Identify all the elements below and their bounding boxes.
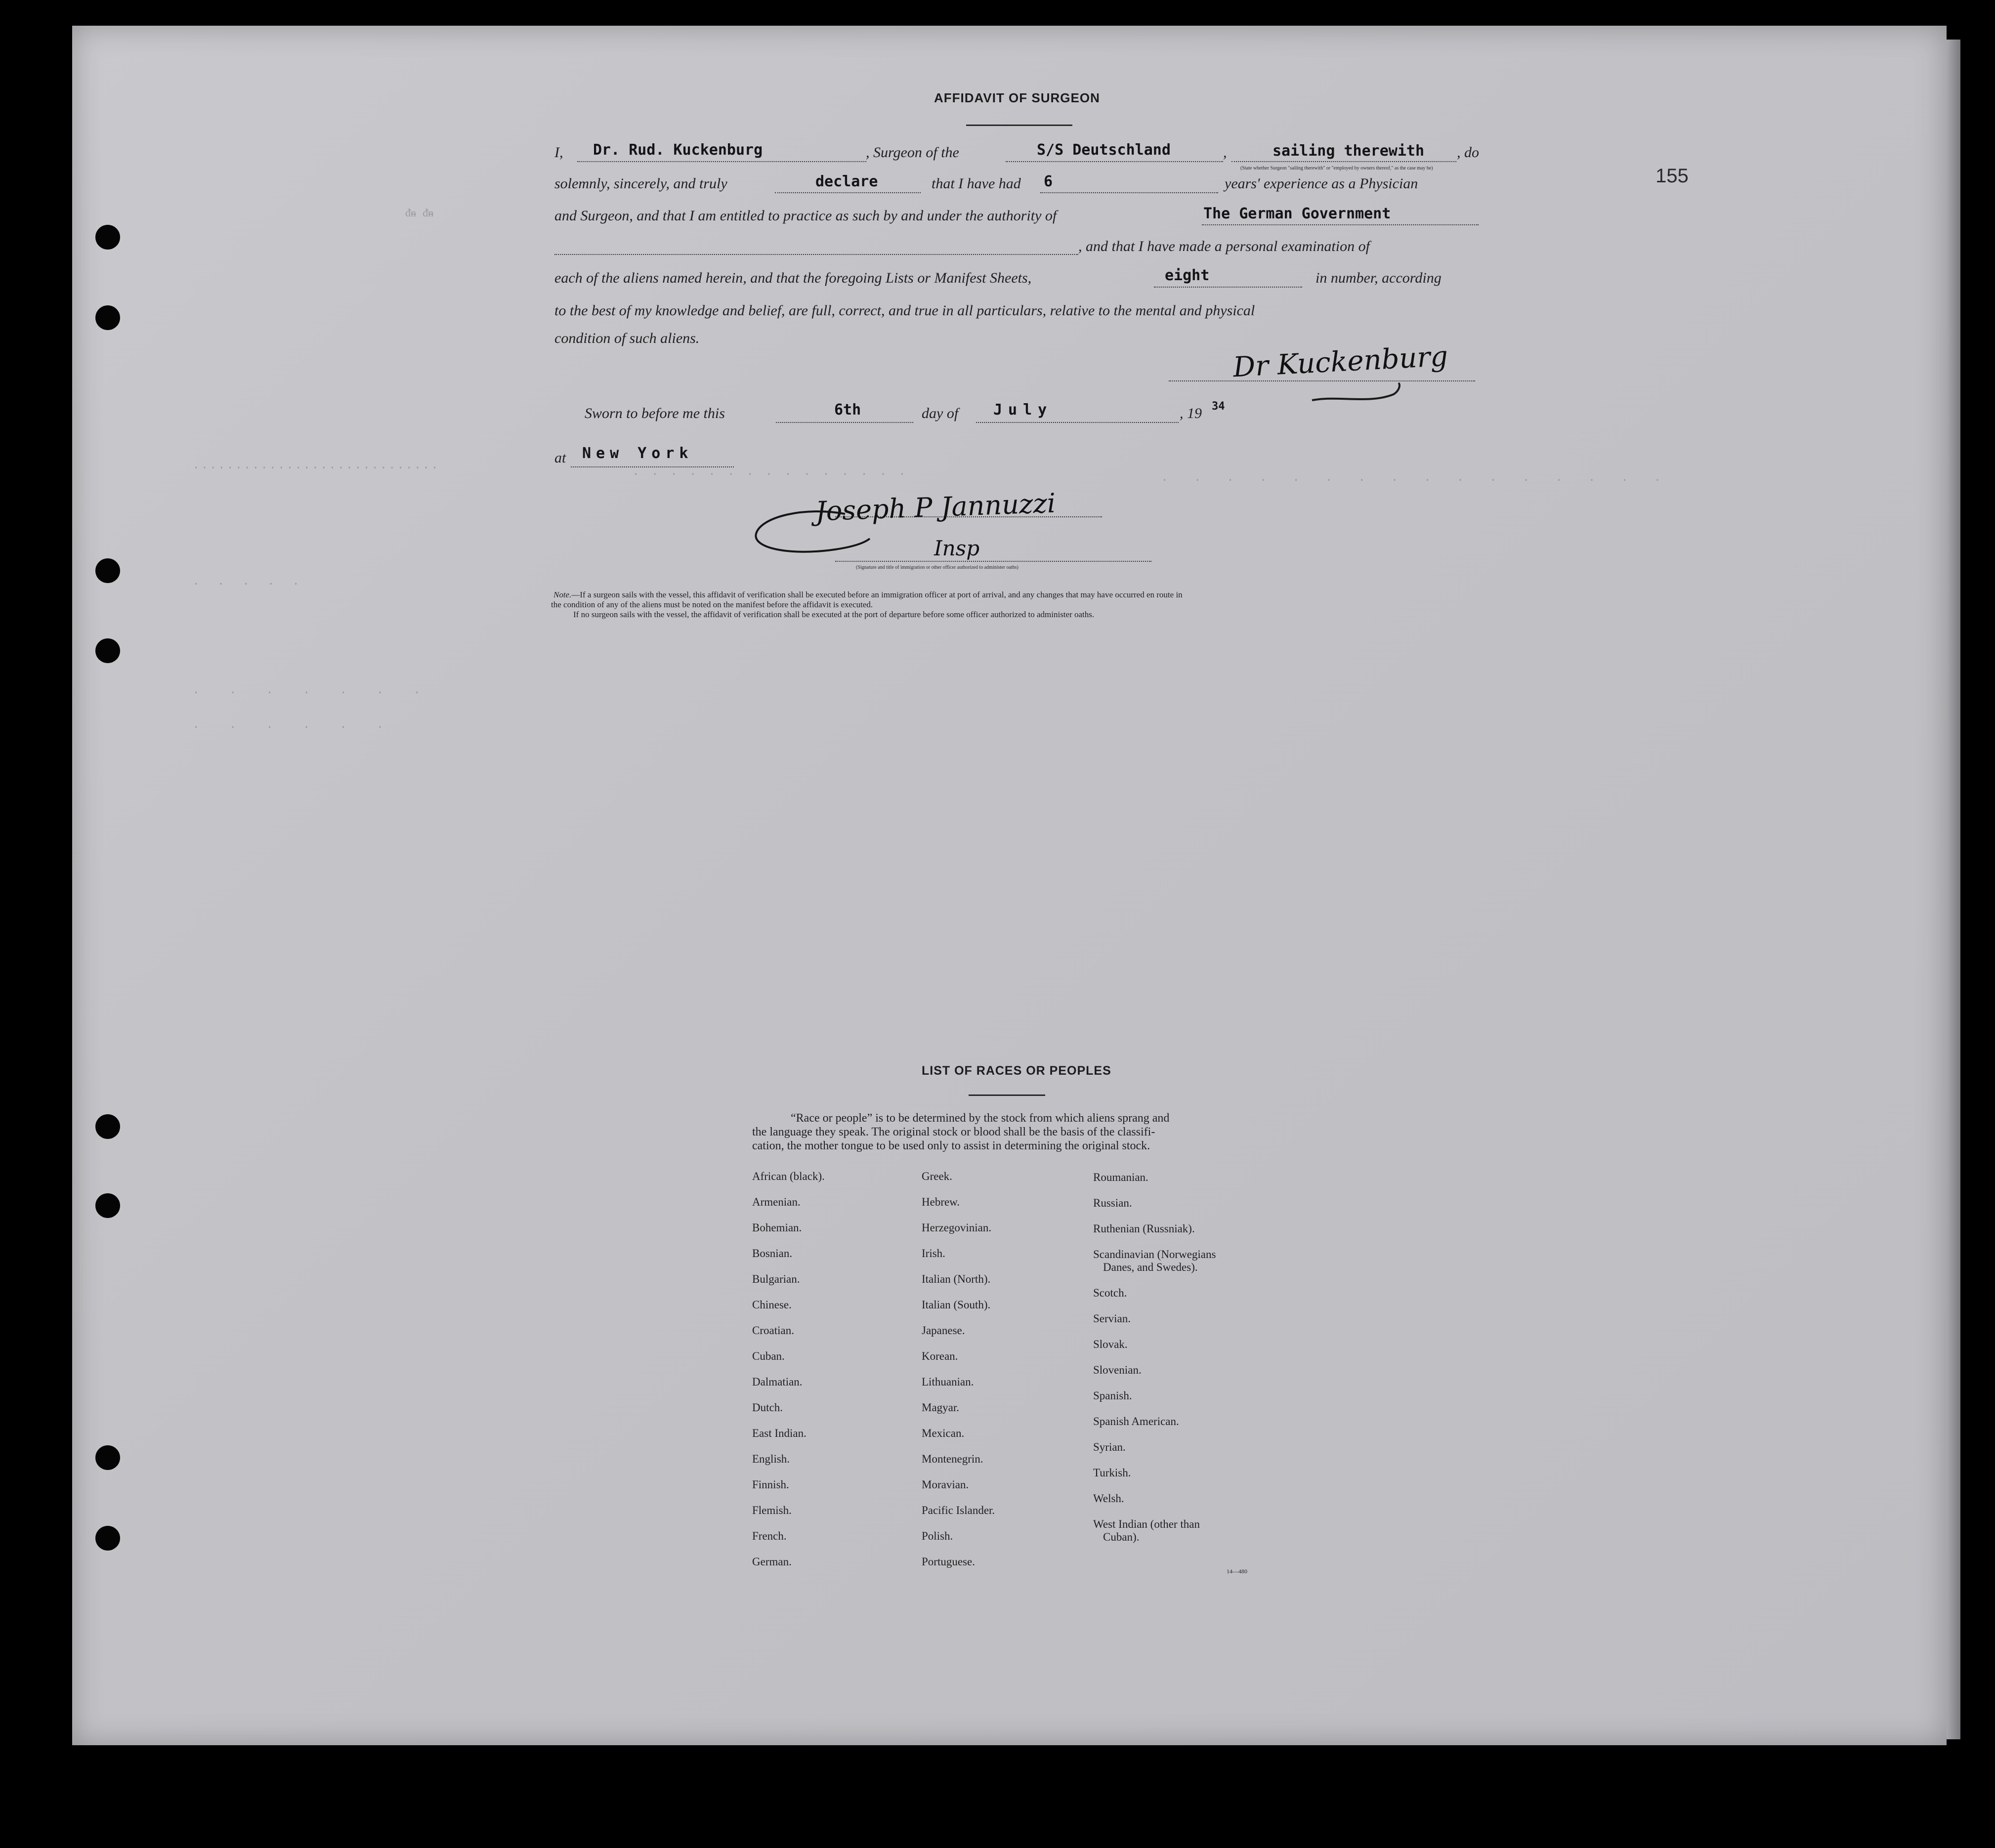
signature-flourish bbox=[1310, 380, 1408, 410]
prose-text: in number, according bbox=[1316, 270, 1442, 286]
race-item: Hebrew. bbox=[922, 1196, 960, 1208]
prose-text: condition of such aliens. bbox=[554, 330, 700, 346]
race-item: Croatian. bbox=[752, 1324, 794, 1337]
race-item: Korean. bbox=[922, 1350, 958, 1362]
prose-text: each of the aliens named herein, and that the foregoing Lists or Manifest Sheets, bbox=[554, 270, 1032, 286]
race-item: Pacific Islander. bbox=[922, 1504, 995, 1516]
sheet-edge bbox=[1947, 40, 1960, 1739]
race-item: East Indian. bbox=[752, 1427, 806, 1439]
title-underline bbox=[966, 125, 1072, 126]
race-item: Spanish. bbox=[1093, 1389, 1132, 1402]
bleed-through-mark: · · · · · · bbox=[193, 721, 395, 734]
race-item: Chinese. bbox=[752, 1299, 792, 1311]
binder-hole bbox=[95, 558, 120, 583]
note-text: —If a surgeon sails with the vessel, this affidavit of verification shall be executed before an immigration officer at port of arrival, and any changes that may have occurred en route in bbox=[571, 590, 1183, 599]
race-item: Scandinavian (Norwegians bbox=[1093, 1248, 1216, 1260]
prose-text: I, bbox=[554, 144, 563, 161]
binder-hole bbox=[95, 1114, 120, 1139]
bleed-through-mark: · · · · · · · bbox=[193, 687, 432, 699]
race-item: Bulgarian. bbox=[752, 1273, 800, 1285]
prose-text: day of bbox=[922, 405, 959, 421]
years-experience: 6 bbox=[1044, 173, 1053, 190]
bleed-through-mark: · · · · · · · · · · · · · · · · bbox=[1161, 474, 1671, 487]
races-intro-3: cation, the mother tongue to be used only to assist in determining the original stock. bbox=[752, 1139, 1150, 1152]
race-item: Turkish. bbox=[1093, 1467, 1131, 1479]
race-item: Moravian. bbox=[922, 1478, 969, 1491]
race-item: Scotch. bbox=[1093, 1287, 1127, 1299]
binder-hole bbox=[95, 638, 120, 663]
bleed-through-mark: · · · · · · · · · · · · · · · bbox=[633, 468, 909, 481]
race-item: Lithuanian. bbox=[922, 1376, 974, 1388]
declare-verb: declare bbox=[815, 173, 878, 190]
race-item: African (black). bbox=[752, 1170, 825, 1182]
sworn-day: 6th bbox=[834, 401, 861, 419]
prose-text: solemnly, sincerely, and truly bbox=[554, 175, 727, 192]
race-item: Ruthenian (Russniak). bbox=[1093, 1222, 1195, 1235]
surgeon-signature: Dr Kuckenburg bbox=[1232, 340, 1449, 384]
form-code: 14—480 bbox=[1227, 1568, 1247, 1575]
affidavit-title: AFFIDAVIT OF SURGEON bbox=[934, 90, 1100, 105]
prose-text: and Surgeon, and that I am entitled to practice as such by and under the authority of bbox=[554, 208, 1057, 224]
race-item: Welsh. bbox=[1093, 1492, 1124, 1505]
sworn-year-suffix: 34 bbox=[1212, 400, 1225, 413]
race-item: Magyar. bbox=[922, 1401, 960, 1414]
races-intro-2: the language they speak. The original stock or blood shall be the basis of the classifi- bbox=[752, 1126, 1155, 1138]
fill-line bbox=[1231, 161, 1456, 162]
prose-text: Sworn to before me this bbox=[585, 405, 725, 421]
race-item: Bohemian. bbox=[752, 1221, 802, 1234]
fill-line bbox=[554, 254, 1078, 255]
race-item: Slovak. bbox=[1093, 1338, 1128, 1350]
fill-line bbox=[976, 422, 1179, 423]
race-item: Polish. bbox=[922, 1530, 953, 1542]
race-item: Roumanian. bbox=[1093, 1171, 1148, 1183]
binder-hole bbox=[95, 225, 120, 250]
race-item: Portuguese. bbox=[922, 1555, 975, 1568]
race-item: Finnish. bbox=[752, 1478, 789, 1491]
binder-hole bbox=[95, 305, 120, 330]
sheet-count: eight bbox=[1165, 267, 1210, 284]
races-title: LIST OF RACES OR PEOPLES bbox=[922, 1064, 1111, 1078]
race-item: Italian (South). bbox=[922, 1299, 991, 1311]
race-item: Cuban). bbox=[1103, 1531, 1140, 1543]
race-item: Servian. bbox=[1093, 1312, 1131, 1325]
prose-text: years' experience as a Physician bbox=[1225, 175, 1418, 192]
race-item: German. bbox=[752, 1555, 792, 1568]
bleed-through-mark: ····························· bbox=[193, 462, 440, 474]
race-item: Spanish American. bbox=[1093, 1415, 1179, 1428]
race-item: Irish. bbox=[922, 1247, 945, 1260]
status-instruction: (State whether Surgeon "sailing therewith" or "employed by owners thereof," as the case may be) bbox=[1240, 166, 1433, 171]
race-item: Syrian. bbox=[1093, 1441, 1126, 1453]
race-item: Greek. bbox=[922, 1170, 952, 1182]
race-item: Armenian. bbox=[752, 1196, 801, 1208]
note-label: Note. bbox=[553, 590, 572, 599]
race-item: English. bbox=[752, 1453, 790, 1465]
bleed-through-mark: ᵭᵰ ᵭᵰ bbox=[405, 207, 434, 219]
surgeon-status: sailing therewith bbox=[1273, 142, 1425, 160]
prose-text: , Surgeon of the bbox=[866, 144, 959, 161]
binder-hole bbox=[95, 1526, 120, 1551]
fill-line bbox=[1040, 192, 1218, 193]
race-item: Slovenian. bbox=[1093, 1364, 1142, 1376]
authority: The German Government bbox=[1203, 205, 1391, 222]
race-item: Bosnian. bbox=[752, 1247, 793, 1260]
note-line-1 bbox=[553, 590, 1183, 600]
prose-text: at bbox=[554, 450, 566, 466]
prose-text: , bbox=[1223, 144, 1227, 161]
signature-line bbox=[835, 561, 1151, 562]
prose-text: , do bbox=[1457, 144, 1479, 161]
sworn-month: July bbox=[993, 401, 1053, 419]
fill-line bbox=[1006, 161, 1223, 162]
race-item: Russian. bbox=[1093, 1197, 1132, 1209]
race-item: Herzegovinian. bbox=[922, 1221, 992, 1234]
officer-title: Insp bbox=[934, 536, 980, 560]
race-item: West Indian (other than bbox=[1093, 1518, 1200, 1530]
race-item: Japanese. bbox=[922, 1324, 965, 1337]
officer-signature: Joseph P Jannuzzi bbox=[815, 487, 1057, 527]
signature-loop bbox=[746, 504, 875, 558]
bleed-through-mark: · · · · · bbox=[193, 578, 305, 590]
fill-line bbox=[571, 466, 734, 467]
surgeon-name: Dr. Rud. Kuckenburg bbox=[593, 141, 763, 159]
prose-text: , and that I have made a personal examination of bbox=[1078, 238, 1370, 254]
note-line-2: the condition of any of the aliens must be noted on the manifest before the affidavit is executed. bbox=[551, 600, 873, 609]
race-item: Danes, and Swedes). bbox=[1103, 1261, 1198, 1273]
binder-hole bbox=[95, 1445, 120, 1470]
sworn-city: New York bbox=[582, 445, 693, 462]
binder-hole bbox=[95, 1193, 120, 1218]
page-number: 155 bbox=[1655, 165, 1689, 187]
prose-text: , 19 bbox=[1180, 405, 1202, 421]
note-line-3: If no surgeon sails with the vessel, the affidavit of verification shall be executed at the port of departure before some officer authorized to administer oaths. bbox=[573, 610, 1095, 619]
race-item: Cuban. bbox=[752, 1350, 785, 1362]
officer-caption: (Signature and title of immigration or other officer authorized to administer oaths) bbox=[856, 565, 1019, 570]
fill-line bbox=[775, 192, 921, 193]
race-item: Flemish. bbox=[752, 1504, 792, 1516]
fill-line bbox=[1202, 224, 1479, 225]
races-intro-1: “Race or people” is to be determined by the stock from which aliens sprang and bbox=[791, 1112, 1170, 1125]
prose-text: that I have had bbox=[932, 175, 1021, 192]
race-item: Mexican. bbox=[922, 1427, 965, 1439]
races-title-underline bbox=[969, 1094, 1045, 1096]
fill-line bbox=[1154, 287, 1302, 288]
race-item: Dutch. bbox=[752, 1401, 783, 1414]
fill-line bbox=[776, 422, 913, 423]
race-item: French. bbox=[752, 1530, 787, 1542]
fill-line bbox=[577, 161, 866, 162]
ship-name: S/S Deutschland bbox=[1037, 141, 1171, 159]
race-item: Dalmatian. bbox=[752, 1376, 803, 1388]
race-item: Italian (North). bbox=[922, 1273, 991, 1285]
race-item: Montenegrin. bbox=[922, 1453, 983, 1465]
prose-text: to the best of my knowledge and belief, are full, correct, and true in all particulars, relative to the mental and physical bbox=[554, 302, 1255, 319]
